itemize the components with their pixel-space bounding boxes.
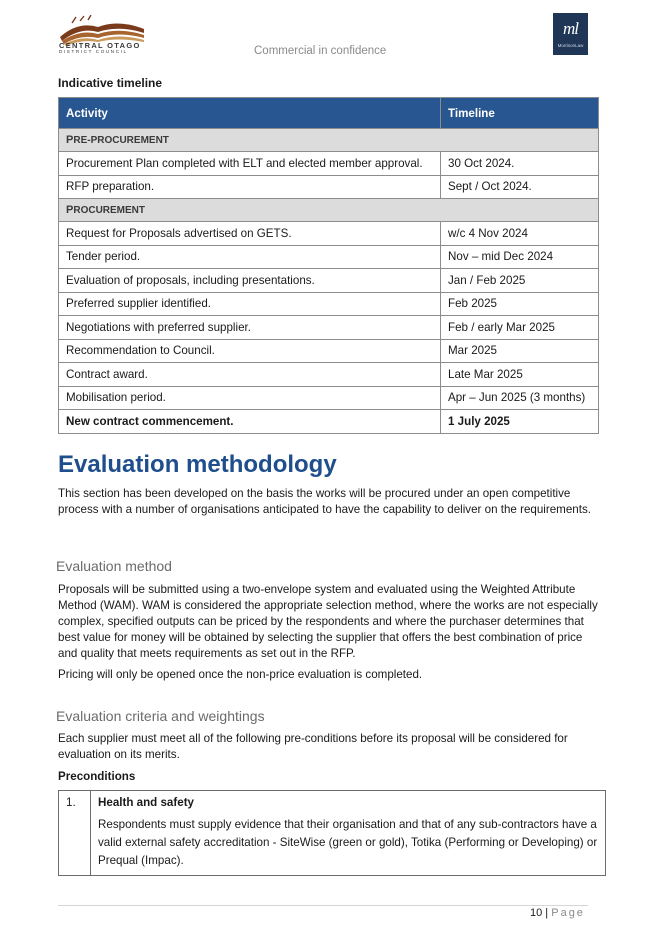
activity-cell: New contract commencement. xyxy=(59,410,441,434)
timeline-cell: Jan / Feb 2025 xyxy=(441,269,599,293)
confidentiality-label: Commercial in confidence xyxy=(254,45,387,57)
timeline-table xyxy=(58,97,599,434)
intro-paragraph: This section has been developed on the basis the works will be procured under an open competitive process with a number of organisations anticipated to have the capability to deliver on the requirements. xyxy=(58,487,591,516)
timeline-cell: Feb 2025 xyxy=(441,292,599,316)
activity-cell: Evaluation of proposals, including presentations. xyxy=(59,269,441,293)
precondition-row xyxy=(59,791,606,876)
timeline-title: Indicative timeline xyxy=(58,76,163,90)
preconditions-table xyxy=(58,790,606,876)
council-logo-text: CENTRAL OTAGO xyxy=(59,41,141,50)
page-number: 10 | Page xyxy=(530,907,585,919)
activity-cell: Preferred supplier identified. xyxy=(59,292,441,316)
morrisonlaw-logo-mark: ml xyxy=(563,19,578,38)
activity-cell: Negotiations with preferred supplier. xyxy=(59,316,441,340)
preconditions-label: Preconditions xyxy=(58,770,136,783)
table-row xyxy=(59,292,599,316)
group-row-procurement xyxy=(59,199,599,222)
timeline-cell: 1 July 2025 xyxy=(441,410,599,434)
column-header-timeline: Timeline xyxy=(441,98,599,129)
activity-cell: Contract award. xyxy=(59,363,441,387)
timeline-header-row xyxy=(59,98,599,129)
footer-divider xyxy=(58,905,588,906)
precondition-number: 1. xyxy=(59,791,91,876)
timeline-cell: Nov – mid Dec 2024 xyxy=(441,245,599,269)
group-label: PRE-PROCUREMENT xyxy=(59,129,599,152)
table-row xyxy=(59,386,599,410)
council-logo-subtext: DISTRICT COUNCIL xyxy=(59,49,128,54)
timeline-cell: Mar 2025 xyxy=(441,339,599,363)
timeline-cell: Apr – Jun 2025 (3 months) xyxy=(441,386,599,410)
timeline-cell: Late Mar 2025 xyxy=(441,363,599,387)
activity-cell: Procurement Plan completed with ELT and elected member approval. xyxy=(59,152,441,176)
final-row xyxy=(59,410,599,434)
method-paragraph: Proposals will be submitted using a two-envelope system and evaluated using the Weighted Attribute Method (WAM). WAM is considered the appropriate selection method, where the works are not especially complex, specified outputs can be priced by the respondents and where the purchaser determines that best value for money will be obtained by selecting the supplier that offers the best combination of price and quality that meets requirements as set out in the RFP. xyxy=(58,583,598,660)
activity-cell: Request for Proposals advertised on GETS. xyxy=(59,222,441,246)
table-row xyxy=(59,245,599,269)
timeline-cell: w/c 4 Nov 2024 xyxy=(441,222,599,246)
table-row xyxy=(59,316,599,340)
table-row xyxy=(59,269,599,293)
group-row-pre-procurement xyxy=(59,129,599,152)
timeline-cell: Sept / Oct 2024. xyxy=(441,175,599,199)
precondition-title: Health and safety xyxy=(98,796,194,809)
table-row xyxy=(59,363,599,387)
section-heading: Evaluation methodology xyxy=(58,451,337,478)
method-heading: Evaluation method xyxy=(56,558,172,574)
timeline-cell: Feb / early Mar 2025 xyxy=(441,316,599,340)
morrisonlaw-logo xyxy=(553,13,588,55)
table-row xyxy=(59,152,599,176)
table-row xyxy=(59,175,599,199)
morrisonlaw-logo-name: MorrisonLaw xyxy=(557,43,584,48)
activity-cell: RFP preparation. xyxy=(59,175,441,199)
timeline-cell: 30 Oct 2024. xyxy=(441,152,599,176)
criteria-heading: Evaluation criteria and weightings xyxy=(56,708,265,724)
precondition-text: Respondents must supply evidence that their organisation and that of any sub-contractors have a valid external safety accreditation - SiteWise (green or gold), Totika (Performing or Developing) or Prequal (Impac). xyxy=(98,818,598,867)
activity-cell: Recommendation to Council. xyxy=(59,339,441,363)
pricing-paragraph: Pricing will only be opened once the non-price evaluation is completed. xyxy=(58,668,423,681)
criteria-paragraph: Each supplier must meet all of the following pre-conditions before its proposal will be considered for evaluation on its merits. xyxy=(58,732,568,761)
table-row xyxy=(59,339,599,363)
activity-cell: Tender period. xyxy=(59,245,441,269)
column-header-activity: Activity xyxy=(59,98,441,129)
activity-cell: Mobilisation period. xyxy=(59,386,441,410)
table-row xyxy=(59,222,599,246)
precondition-content xyxy=(91,791,606,876)
group-label: PROCUREMENT xyxy=(59,199,599,222)
